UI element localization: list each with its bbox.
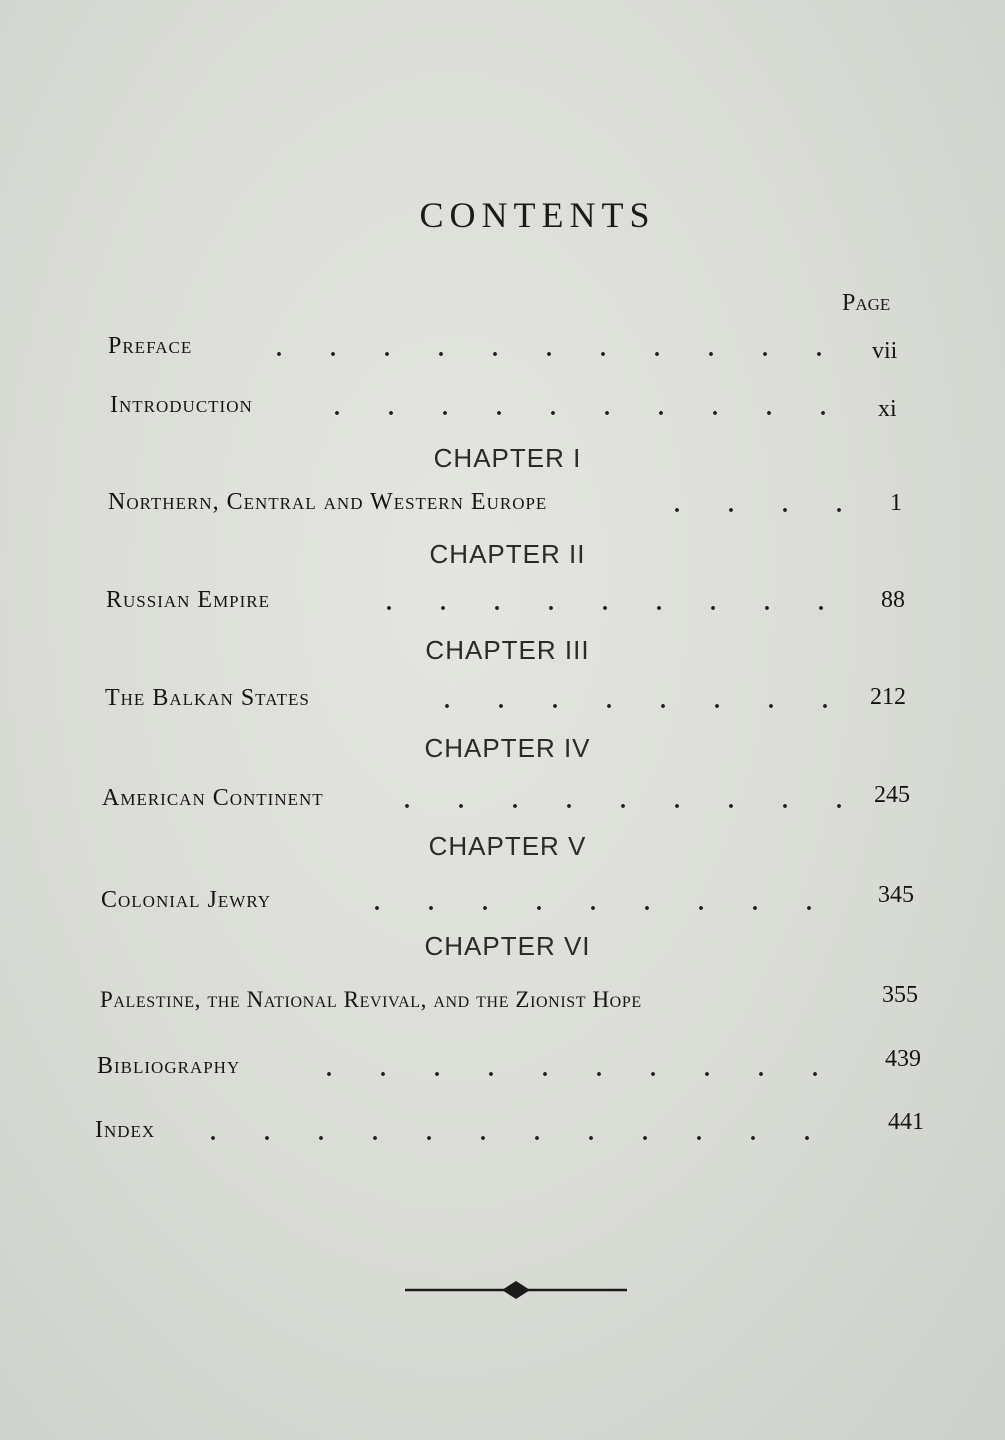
toc-entry-chapter-2[interactable]: Russian Empire xyxy=(106,587,271,613)
toc-entry-introduction[interactable]: Introduction xyxy=(110,392,253,418)
toc-page-index: 441 xyxy=(888,1109,924,1135)
leader-dots: . . . . . . . . . . . . xyxy=(210,1120,810,1146)
chapter-heading-6: CHAPTER VI xyxy=(424,931,591,961)
toc-page-chapter-5: 345 xyxy=(878,882,914,908)
leader-dots: . . . . . . . . . xyxy=(404,788,842,814)
page-column-heading: Page xyxy=(842,290,891,316)
toc-entry-index[interactable]: Index xyxy=(95,1117,156,1143)
chapter-heading-2: CHAPTER II xyxy=(429,539,586,569)
ornament-divider xyxy=(405,1280,627,1300)
toc-entry-preface[interactable]: Preface xyxy=(108,333,193,359)
chapter-heading-5: CHAPTER V xyxy=(428,831,587,861)
leader-dots: . . . . . . . . . xyxy=(386,590,824,616)
toc-page-chapter-2: 88 xyxy=(881,587,905,613)
chapter-heading-1: CHAPTER I xyxy=(433,443,582,473)
toc-page-chapter-3: 212 xyxy=(870,684,906,710)
toc-entry-chapter-1[interactable]: Northern, Central and Western Europe xyxy=(108,489,548,515)
toc-entry-chapter-4[interactable]: American Continent xyxy=(102,785,324,811)
leader-dots: . . . . . . . . . xyxy=(374,890,812,916)
page-title: CONTENTS xyxy=(419,195,656,235)
chapter-heading-4: CHAPTER IV xyxy=(424,733,591,763)
toc-page-chapter-1: 1 xyxy=(890,490,902,516)
leader-dots: . . . . . . . . . . xyxy=(334,395,826,421)
toc-entry-bibliography[interactable]: Bibliography xyxy=(97,1053,241,1079)
leader-dots: . . . . xyxy=(674,492,842,518)
toc-page-preface: vii xyxy=(872,338,898,364)
leader-dots: . . . . . . . . . . xyxy=(326,1056,818,1082)
toc-page-chapter-6: 355 xyxy=(882,982,918,1008)
toc-page-introduction: xi xyxy=(878,396,897,422)
toc-page-bibliography: 439 xyxy=(885,1046,921,1072)
leader-dots: . . . . . . . . xyxy=(444,688,828,714)
toc-entry-chapter-6[interactable]: Palestine, the National Revival, and the Zionist Hope xyxy=(100,987,642,1012)
chapter-heading-3: CHAPTER III xyxy=(425,635,590,665)
toc-entry-chapter-3[interactable]: The Balkan States xyxy=(105,685,310,711)
leader-dots: . . . . . . . . . . . xyxy=(276,336,822,362)
toc-page-chapter-4: 245 xyxy=(874,782,910,808)
toc-entry-chapter-5[interactable]: Colonial Jewry xyxy=(101,887,271,913)
